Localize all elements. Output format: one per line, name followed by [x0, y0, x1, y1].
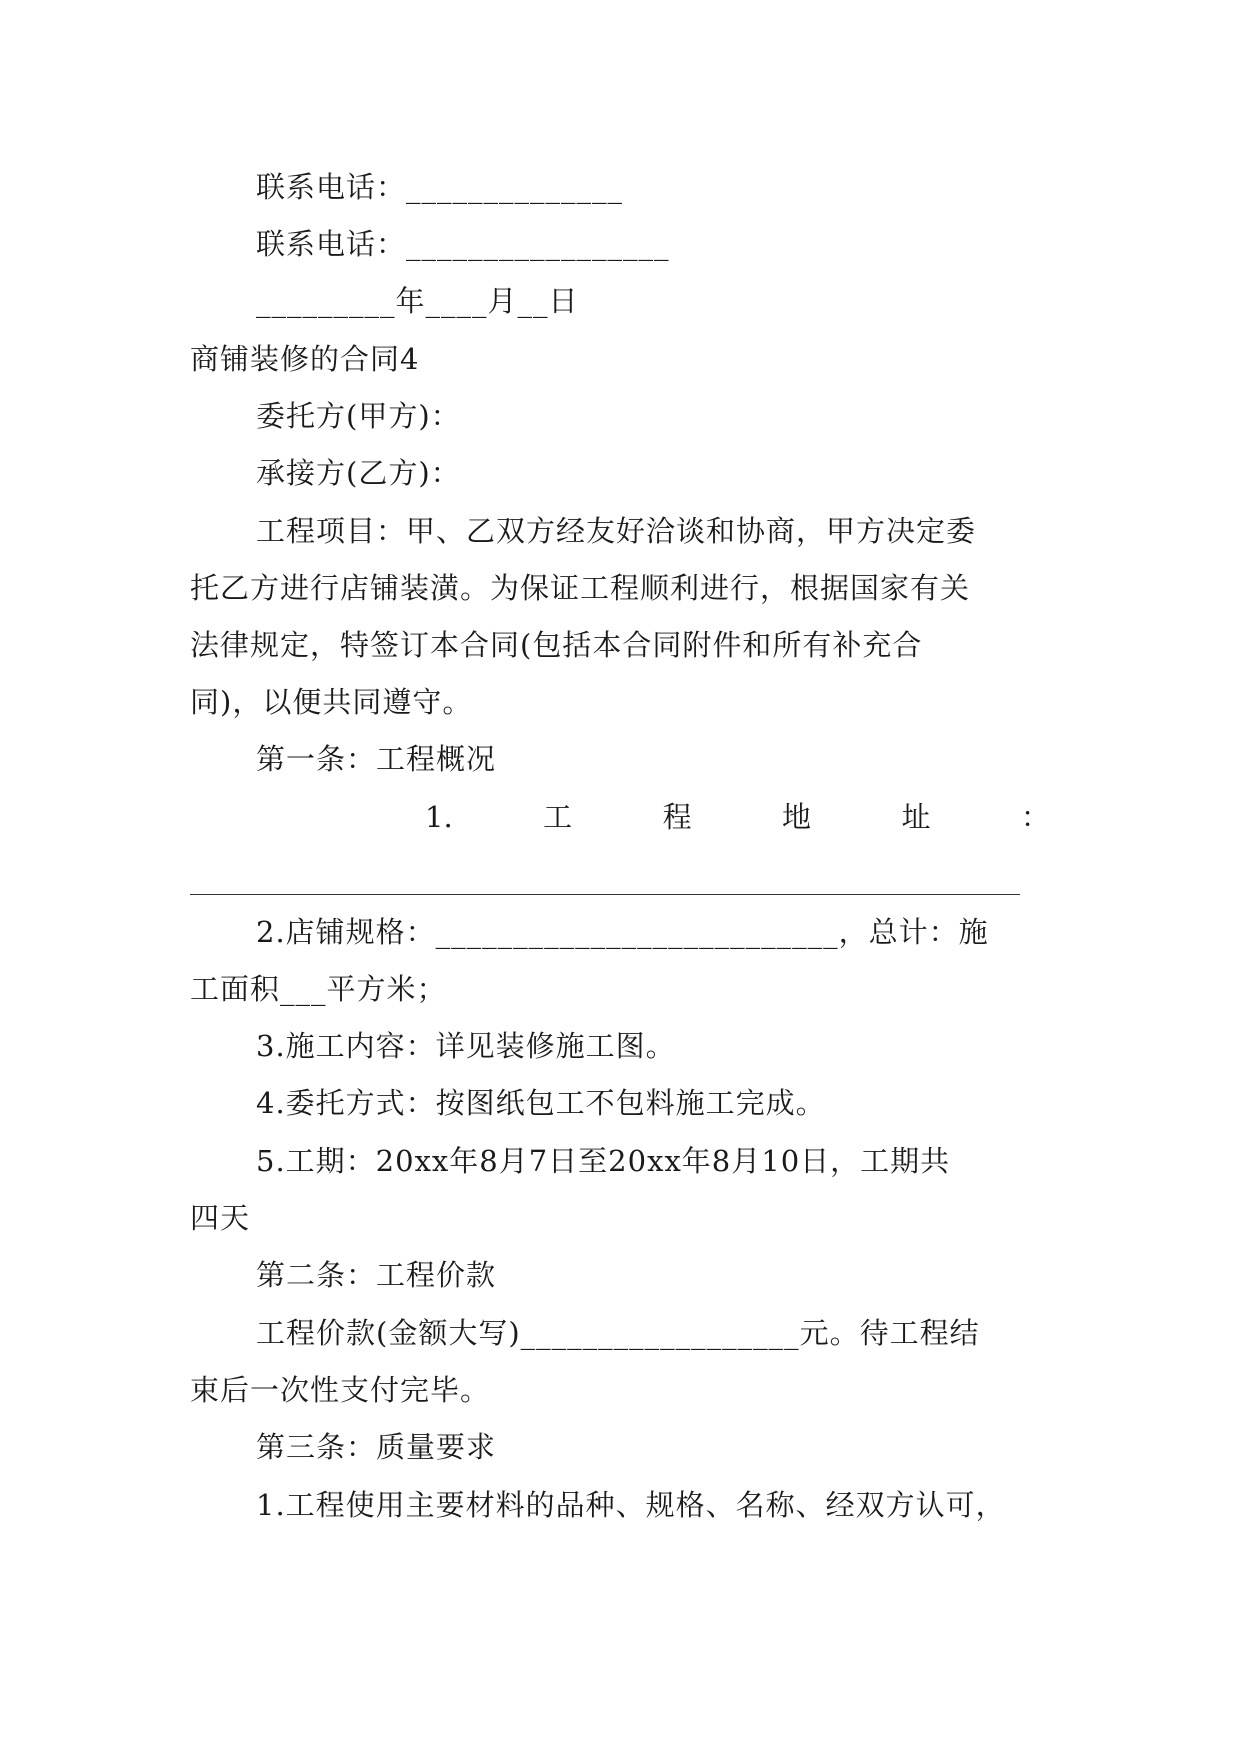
address-number: 1.	[425, 800, 453, 834]
shop-spec: 2.店铺规格：__________________________，总计：施	[256, 915, 989, 949]
address-char: 工	[543, 800, 573, 834]
construction-period: 5.工期：20xx年8月7日至20xx年8月10日，工期共	[256, 1144, 951, 1178]
contract-title: 商铺装修的合同4	[190, 342, 420, 376]
party-b: 承接方(乙方)：	[256, 456, 461, 490]
article-2-heading: 第二条：工程价款	[256, 1258, 497, 1292]
paragraph-line: 同)，以便共同遵守。	[190, 685, 473, 719]
paragraph-line: 工程项目：甲、乙双方经友好洽谈和协商，甲方决定委	[256, 514, 977, 548]
construction-content: 3.施工内容：详见装修施工图。	[256, 1029, 676, 1063]
payment-terms: 束后一次性支付完毕。	[190, 1373, 491, 1407]
date-line: _________年____月__日	[256, 284, 579, 318]
address-colon: ：	[1020, 800, 1050, 834]
contact-phone-2: 联系电话：_________________	[256, 227, 670, 261]
commission-method: 4.委托方式：按图纸包工不包料施工完成。	[256, 1086, 826, 1120]
paragraph-line: 托乙方进行店铺装潢。为保证工程顺利进行，根据国家有关	[190, 571, 971, 605]
address-char: 址	[901, 800, 931, 834]
address-blank-line	[190, 894, 1020, 895]
address-char: 地	[782, 800, 812, 834]
project-price: 工程价款(金额大写)__________________元。待工程结	[256, 1316, 980, 1350]
address-char: 程	[662, 800, 692, 834]
party-a: 委托方(甲方)：	[256, 399, 461, 433]
contact-phone-1: 联系电话：______________	[256, 170, 624, 204]
article-3-heading: 第三条：质量要求	[256, 1430, 497, 1464]
project-address-row	[425, 797, 1050, 837]
construction-area: 工面积___平方米；	[190, 972, 447, 1006]
paragraph-line: 法律规定，特签订本合同(包括本合同附件和所有补充合	[190, 628, 923, 662]
article-1-heading: 第一条：工程概况	[256, 742, 497, 776]
quality-item-1: 1.工程使用主要材料的品种、规格、名称、经双方认可，	[256, 1488, 1006, 1522]
period-days: 四天	[190, 1201, 251, 1235]
